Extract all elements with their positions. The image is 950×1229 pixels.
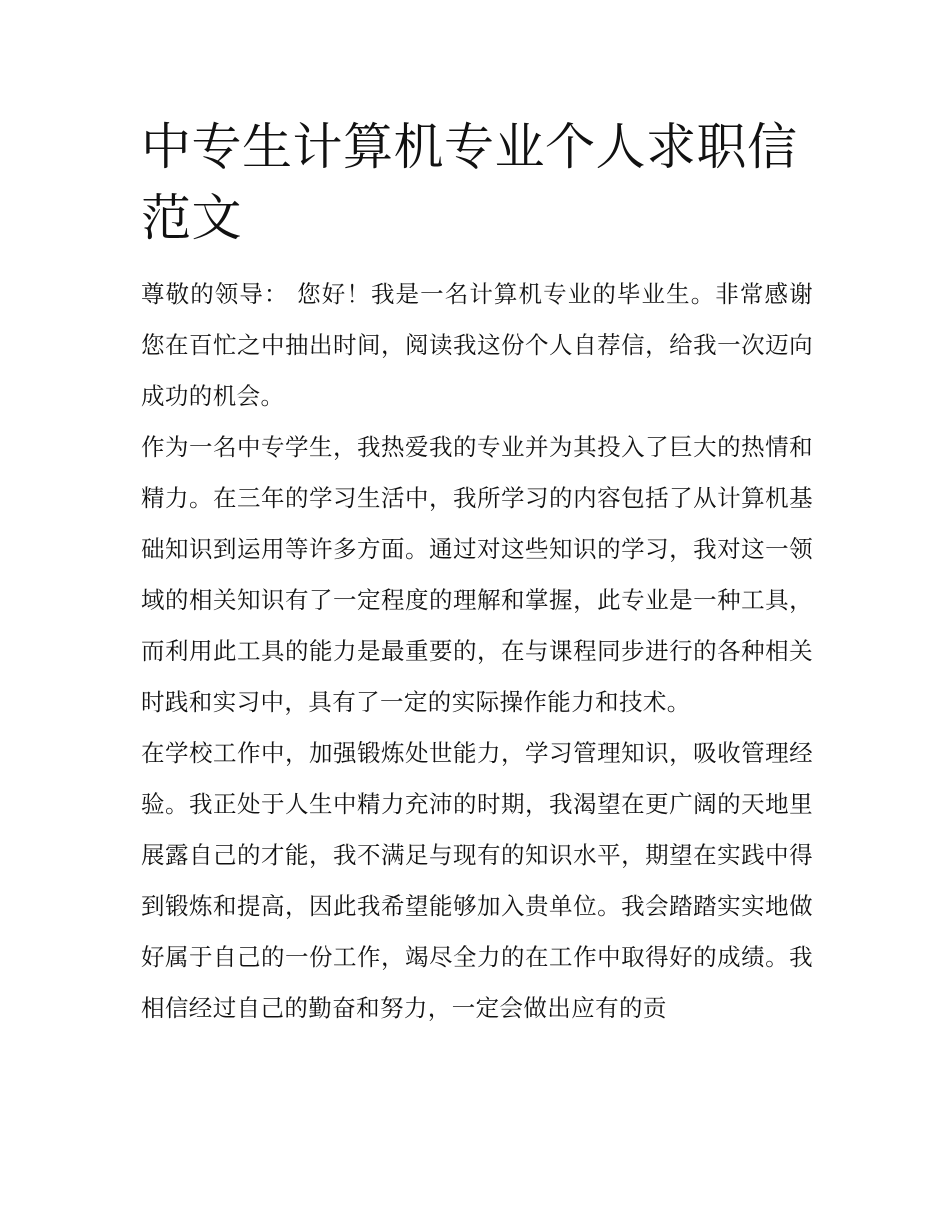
- document-body: [141, 112, 813, 1034]
- paragraph-study: 作为一名中专学生，我热爱我的专业并为其投入了巨大的热情和精力。在三年的学习生活中，我所学习的内容包括了从计算机基础知识到运用等许多方面。通过对这些知识的学习，我对这一领域的相关知识有了一定程度的理解和掌握，此专业是一种工具，而利用此工具的能力是最重要的，在与课程同步进行的各种相关时践和实习中，具有了一定的实际操作能力和技术。: [141, 433, 813, 716]
- paragraph-greeting: 尊敬的领导： 您好！我是一名计算机专业的毕业生。非常感谢您在百忙之中抽出时间，阅读我这份个人自荐信，给我一次迈向成功的机会。: [141, 280, 813, 410]
- document-title: 中专生计算机专业个人求职信范文: [141, 118, 798, 247]
- paragraph-list: [141, 269, 813, 1034]
- paragraph-work: 在学校工作中，加强锻炼处世能力，学习管理知识，吸收管理经验。我正处于人生中精力充沛的时期，我渴望在更广阔的天地里展露自己的才能，我不满足与现有的知识水平，期望在实践中得到锻炼和提高，因此我希望能够加入贵单位。我会踏踏实实地做好属于自己的一份工作，竭尽全力的在工作中取得好的成绩。我相信经过自己的勤奋和努力，一定会做出应有的贡: [141, 739, 813, 1022]
